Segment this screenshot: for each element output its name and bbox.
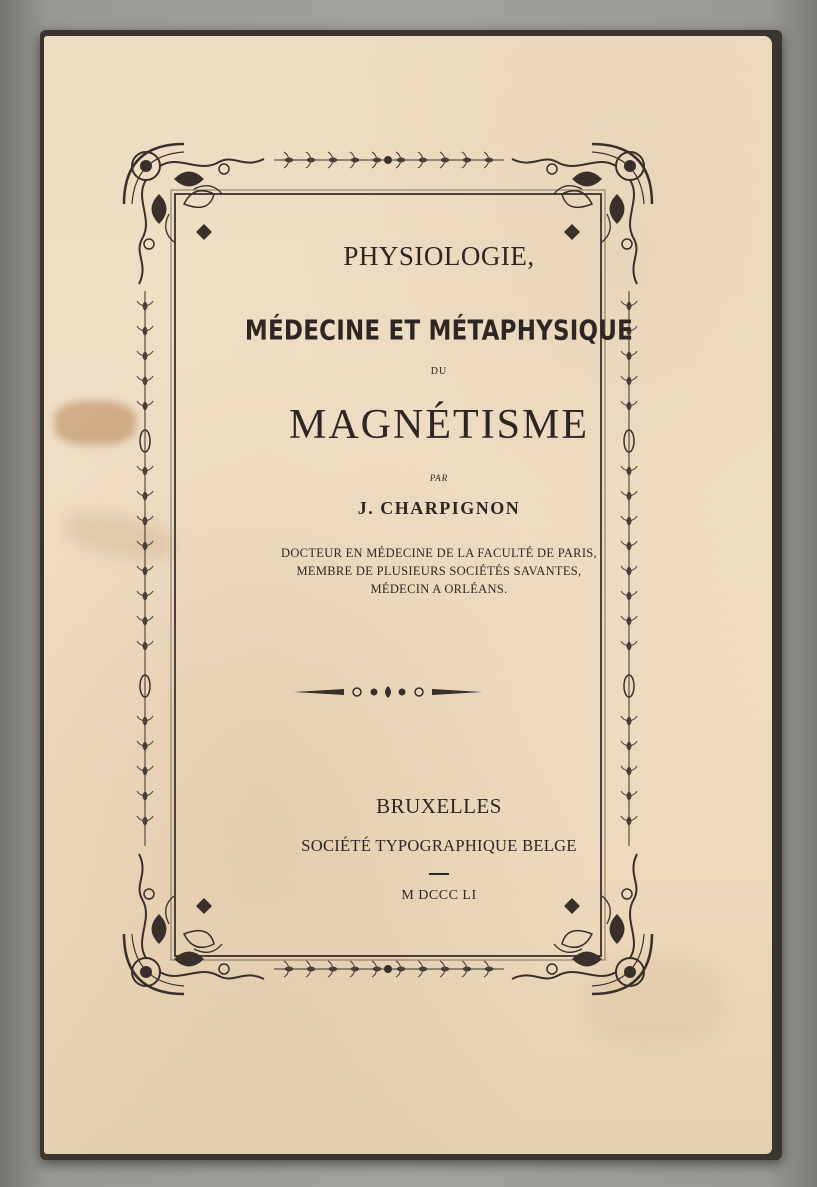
corner-flourish-icon — [124, 854, 264, 994]
publication-year: M DCCC LI — [401, 888, 477, 903]
vine-border-icon — [274, 152, 504, 168]
vine-border-icon — [137, 291, 153, 846]
affiliation-line: MÉDECIN A ORLÉANS. — [370, 582, 508, 596]
by-label: PAR — [429, 473, 449, 483]
title-connector: DU — [430, 366, 448, 377]
corner-flourish-icon — [512, 854, 652, 994]
title-line-2: MÉDECINE ET MÉTAPHYSIQUE — [244, 315, 634, 347]
vine-border-icon — [274, 961, 504, 977]
author-name: J. CHARPIGNON — [357, 498, 521, 518]
affiliation-line: MEMBRE DE PLUSIEURS SOCIÉTÉS SAVANTES, — [296, 564, 582, 578]
title-main: MAGNÉTISME — [289, 402, 589, 448]
separator-dash — [429, 873, 449, 875]
publication-place: BRUXELLES — [376, 794, 502, 818]
author-affiliations — [174, 544, 704, 598]
divider-ornament-icon — [294, 686, 482, 698]
affiliation-line: DOCTEUR EN MÉDECINE DE LA FACULTÉ DE PARIS, — [281, 546, 597, 560]
book-cover — [44, 36, 772, 1154]
publisher: SOCIÉTÉ TYPOGRAPHIQUE BELGE — [301, 836, 577, 855]
title-line-1: PHYSIOLOGIE, — [343, 241, 535, 271]
